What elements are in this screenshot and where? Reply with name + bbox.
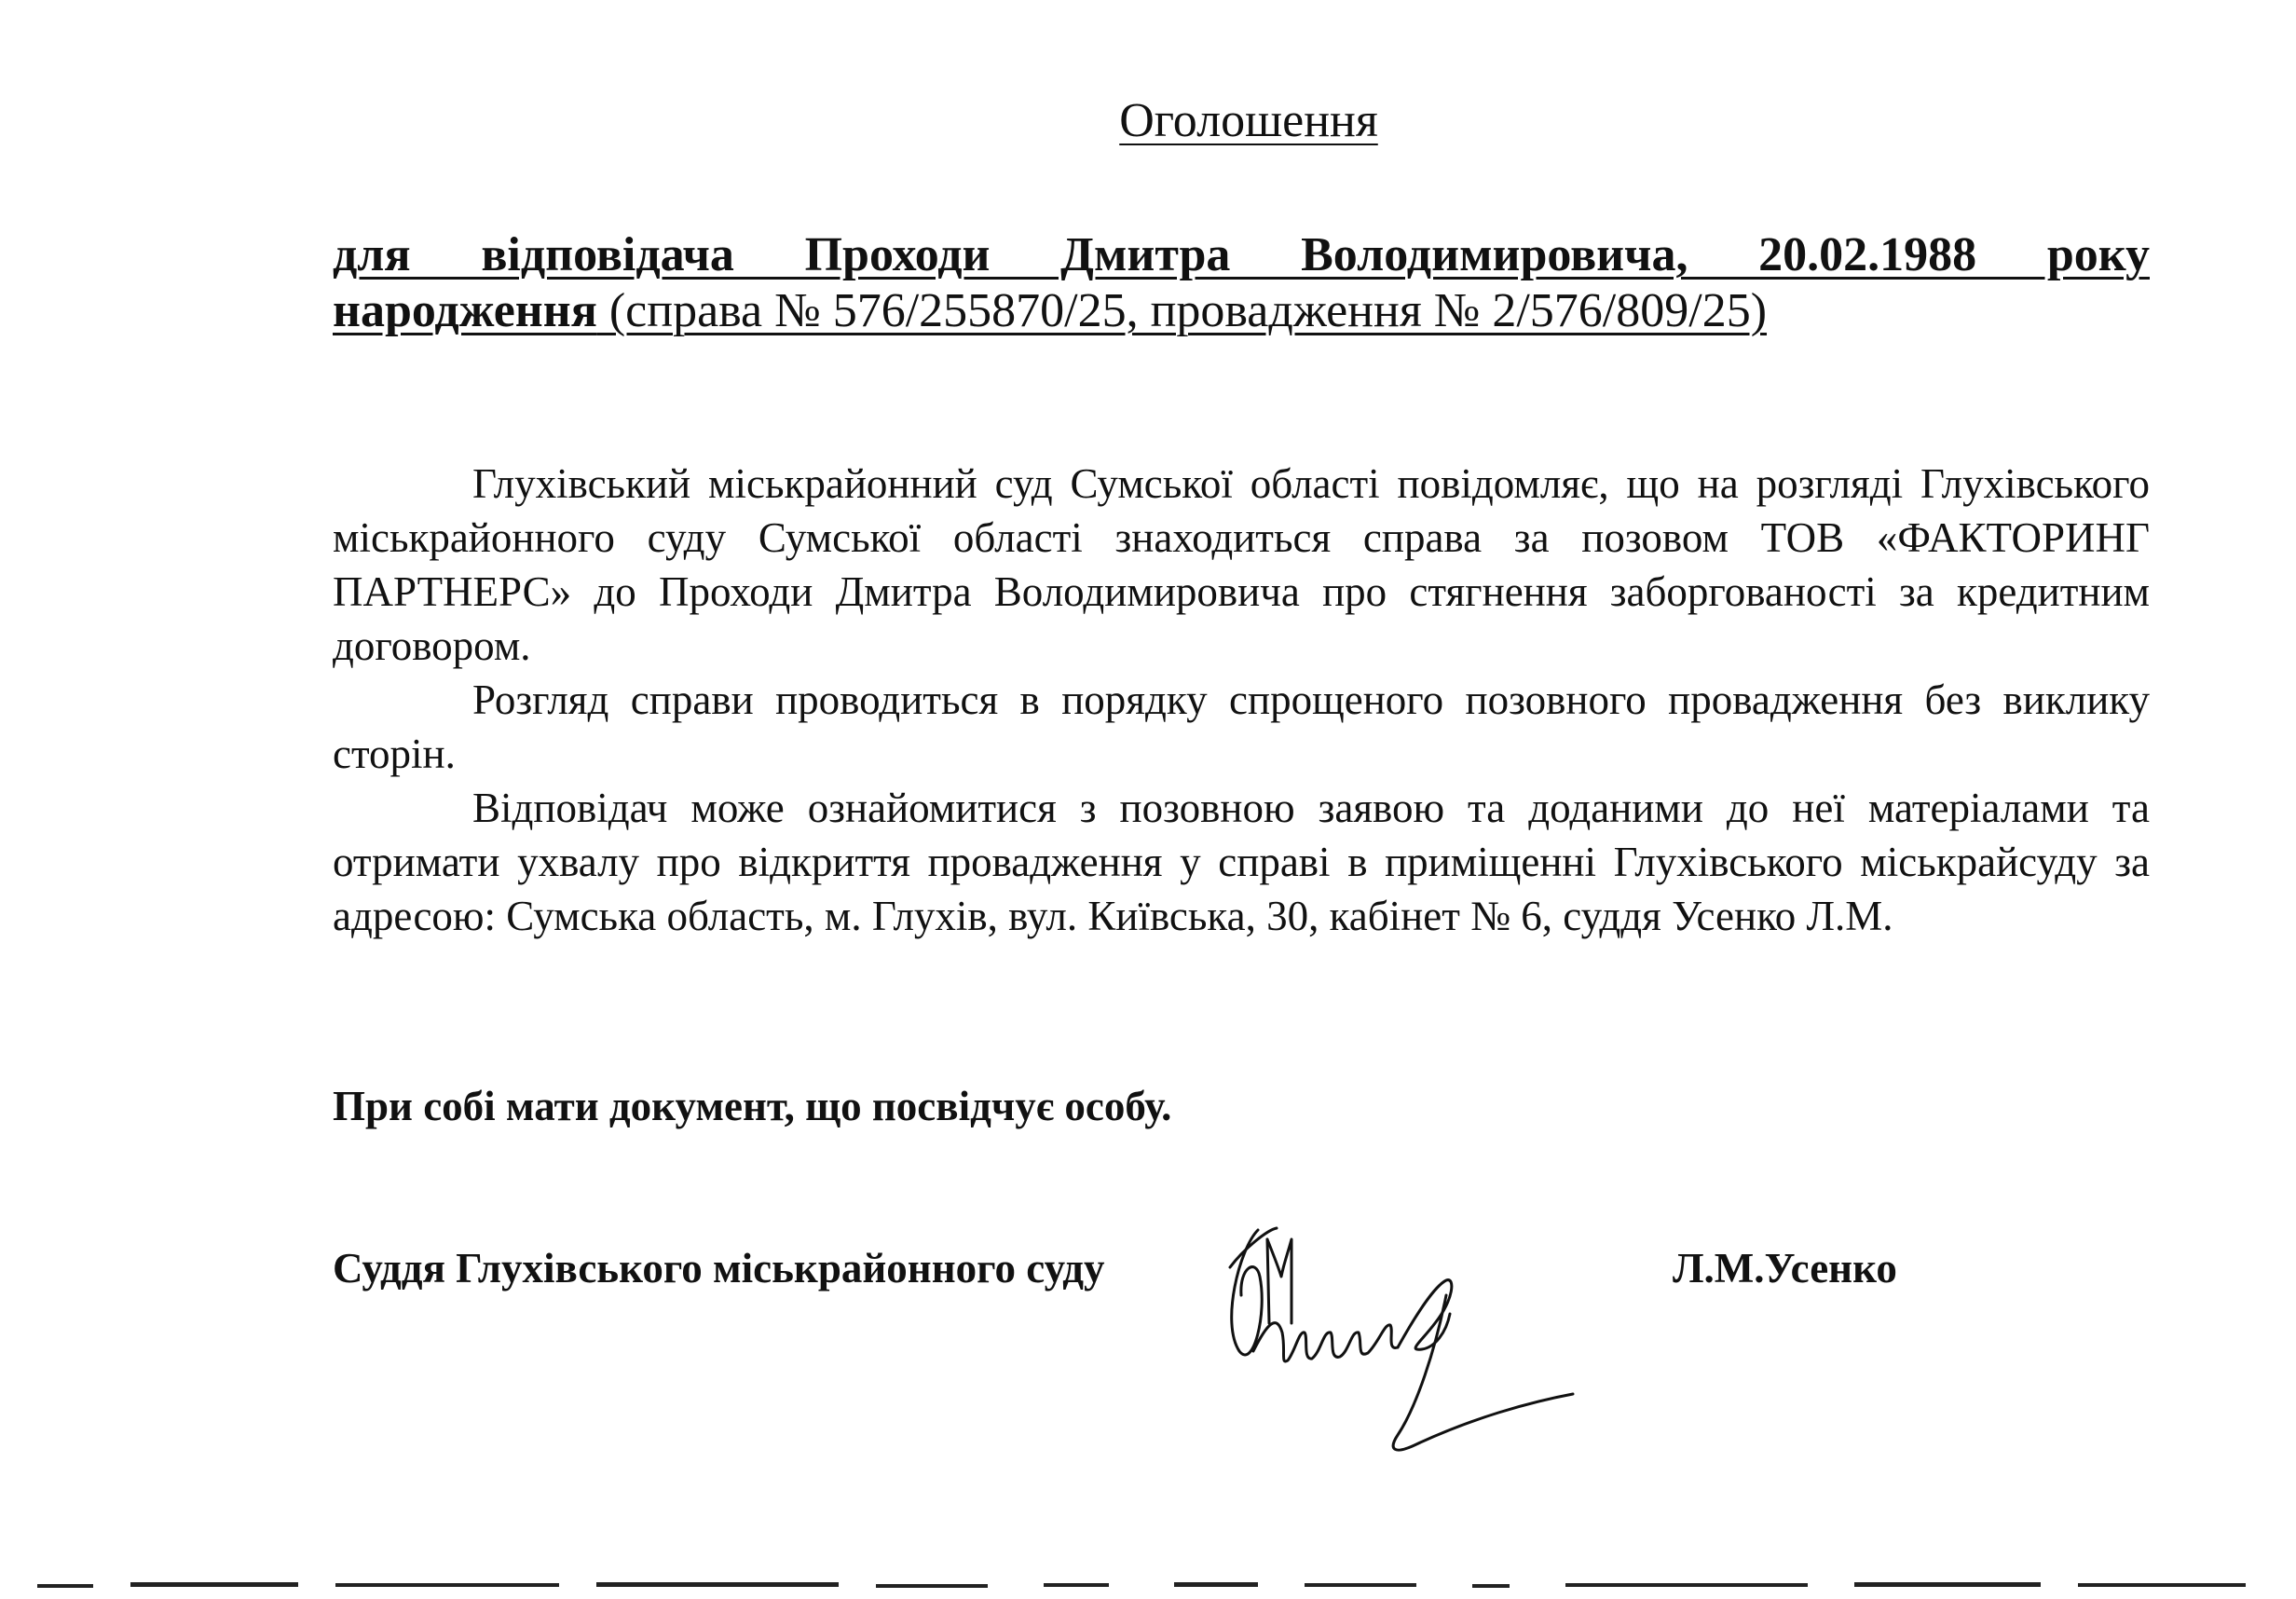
paragraph-review-info: Відповідач може ознайомитися з позовною заявою та доданими до неї матеріалами та отримати ухвалу про відкриття провадження у справі в приміщенні Глухівського міськрайсуду за адресою: Сумська область, м. Глухів, вул. Київська, 30, кабінет № 6, суддя Усенко Л.М. (333, 785, 2150, 939)
paragraph-court-notice: Глухівський міськрайонний суд Сумської області повідомляє, що на розгляді Глухівського міськрайонного суду Сумської області знаходиться справа за позовом ТОВ «ФАКТОРИНГ ПАРТНЕРС» до Проходи Дмитра Володимировича про стягнення заборгованості за кредитним договором. (333, 460, 2150, 669)
judge-name: Л.М.Усенко (1673, 1245, 1897, 1292)
addressee-line-1 (333, 227, 2150, 283)
addressee-line-2 (333, 283, 1767, 339)
case-reference: (справа № 576/255870/25, провадження № 2/576/809/25) (596, 284, 1768, 337)
handwritten-signature (1202, 1211, 1612, 1482)
addressee-birth-word: народження (333, 284, 597, 337)
document-title: Оголошення (1119, 94, 1378, 147)
id-document-notice: При собі мати документ, що посвідчує особу. (333, 1083, 1172, 1129)
scan-edge-noise (0, 1575, 2296, 1599)
addressee-name: для відповідача Проходи Дмитра Володимировича, 20.02.1988 року (333, 228, 2150, 281)
document-body (333, 457, 2150, 943)
paragraph-procedure: Розгляд справи проводиться в порядку спрощеного позовного провадження без виклику сторін. (333, 676, 2150, 777)
judge-position: Суддя Глухівського міськрайонного суду (333, 1245, 1105, 1292)
